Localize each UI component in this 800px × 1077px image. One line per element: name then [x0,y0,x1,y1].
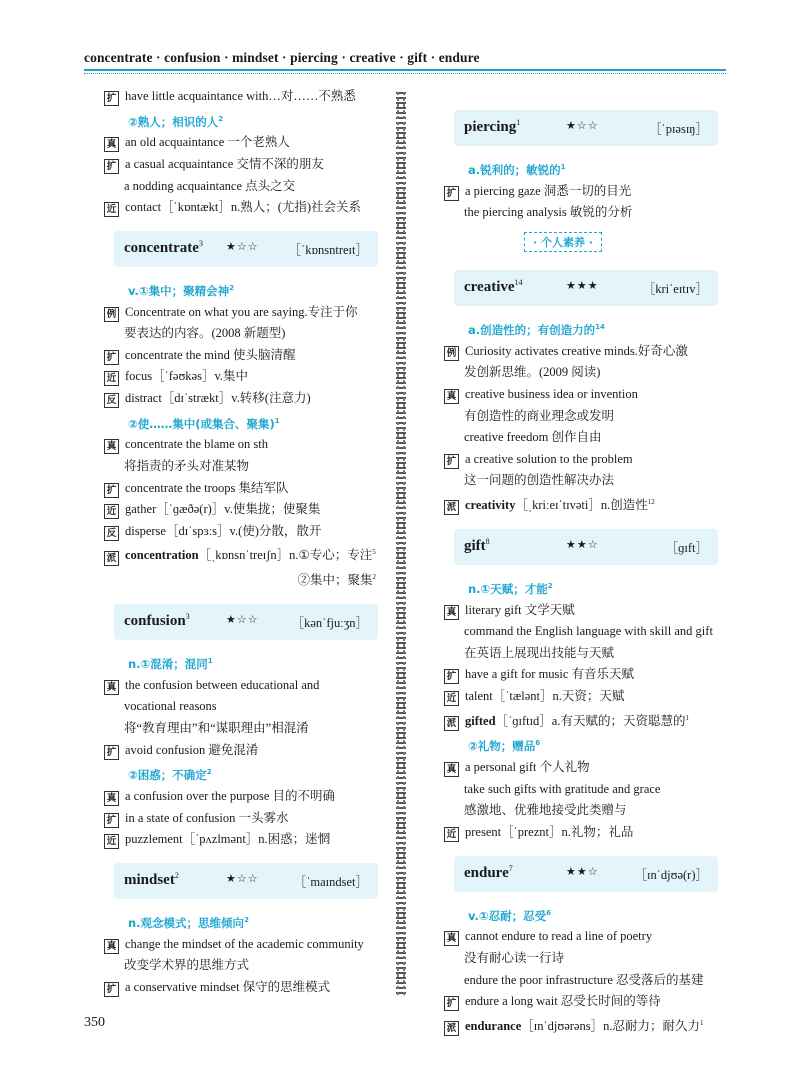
entry-type-tag: 真 [104,439,119,454]
entry-line [444,991,720,1013]
frequency-superscript: 3 [198,238,203,248]
header-rule [84,69,726,71]
entry-headword-box [114,231,378,267]
headword-text: piercing [464,119,517,135]
sense-label [104,909,382,934]
entry-frequency: 1 [699,1018,704,1027]
entry-text: 在英语上展现出技能与天赋 [464,645,615,660]
entry-text: endure the poor infrastructure 忍受落后的基建 [464,972,704,987]
derived-word: endurance [465,1018,522,1033]
entry-text: 将指责的矛头对准某物 [124,459,250,474]
sense-label [104,277,382,302]
entry-text: puzzlement［ˈpʌzlmənt］n.困惑；迷惘 [125,832,331,847]
entry-text: creative freedom 创作自由 [464,430,602,445]
sense-frequency: 2 [244,915,249,924]
sense-frequency: 2 [229,283,235,292]
entry-line [444,181,720,203]
headword-text: gift [464,537,486,554]
entry-type-tag: 真 [444,762,459,777]
sense-frequency: 1 [560,163,566,171]
entry-line [104,786,382,808]
entry-headword-box [114,863,378,899]
entry-type-tag: 扩 [104,483,119,498]
entry-line [104,132,382,154]
sense-text: a.创造性的；有创造力的 [468,322,596,337]
entry-text: talent［ˈtælənt］n.天资；天赋 [465,688,625,703]
headword-text: mindset [124,871,175,888]
left-column [104,86,382,998]
entry-text: a personal gift 个人礼物 [465,760,590,775]
sense-text: a.锐利的；敏锐的 [468,162,561,177]
entry-headword-box [114,604,378,640]
entry-line [104,434,382,456]
entry-type-tag: 近 [444,827,459,842]
entry-text: ［ˌkɒnsnˈtreɪʃn］n.①专心；专注 [198,548,373,563]
entry-text: vocational reasons [124,699,217,714]
sense-frequency: 14 [595,323,605,332]
entry-line [444,948,720,970]
entry-text: gather［ˈɡæðə(r)］v.使集拢；使聚集 [125,502,321,517]
sense-frequency: 6 [546,908,552,917]
entry-type-tag: 扩 [444,186,459,201]
entry-text: have a gift for music 有音乐天赋 [465,667,635,682]
entry-line [104,521,382,543]
headword [124,239,203,257]
entry-type-tag: 近 [444,691,459,706]
entry-line [444,470,720,492]
entry-text: 这一问题的创造性解决办法 [464,473,615,488]
difficulty-stars: ★★☆ [566,864,599,878]
entry-type-tag: 例 [104,307,119,322]
entry-line [104,154,382,176]
entry-text: Curiosity activates creative minds.好奇心激 [465,343,688,358]
sense-label [104,650,382,675]
sense-frequency: 1 [207,656,213,665]
entry-text: 有创造性的商业理念或发明 [464,408,615,423]
entry-type-tag: 派 [104,551,119,566]
sense-text: ②熟人；相识的人 [128,114,219,129]
entry-line [104,197,382,219]
entry-text: concentrate the blame on sth [125,437,268,452]
sense-text: v.①忍耐；忍受 [468,908,547,923]
entry-type-tag: 扩 [104,159,119,174]
entry-text: 要表达的内容。(2008 新题型) [124,326,286,341]
entry-text: disperse［dɪˈspɜːs］v.(使)分散，散开 [125,523,322,538]
sense-text: ②礼物；赠品 [468,739,536,754]
category-row [444,224,720,258]
sense-label [444,156,720,181]
entry-line [444,492,720,517]
entry-type-tag: 扩 [104,982,119,997]
entry-headword-box [454,270,718,306]
entry-line [104,567,382,592]
derived-word: gifted [465,713,496,728]
entry-line [104,86,382,108]
entry-type-tag: 扩 [444,996,459,1011]
entry-text: have little acquaintance with…对……不熟悉 [125,89,356,103]
frequency-superscript: 14 [514,278,523,288]
phonetic: ［ɡɪft］ [665,540,708,555]
entry-type-tag: 真 [104,791,119,806]
running-header: concentrate · confusion · mindset · piercing · creative · gift · endure [84,50,480,65]
headword [464,118,520,136]
entry-frequency: 12 [647,498,655,506]
headword [464,537,490,555]
difficulty-stars: ★★★ [566,279,599,293]
entry-text: 没有耐心读一行诗 [464,950,565,965]
sense-text: ②使……集中(或集合、聚集) [128,416,275,431]
entry-line [104,366,382,388]
entry-text: distract［dɪˈstrækt］v.转移(注意力) [125,391,311,405]
entry-line [444,822,720,844]
entry-text: a conservative mindset 保守的思维模式 [125,979,331,994]
entry-line [104,718,382,740]
derived-word: creativity [465,498,516,513]
headword [124,871,179,889]
entry-text: creative business idea or invention [465,387,638,402]
sense-frequency: 2 [206,768,212,777]
entry-line [104,808,382,830]
entry-text: a confusion over the purpose 目的不明确 [125,788,336,803]
entry-line [444,664,720,686]
entry-text: a piercing gaze 洞悉一切的目光 [465,183,632,198]
entry-line [104,829,382,851]
entry-text: focus［ˈfəʊkəs］v.集中 [125,369,249,384]
entry-type-tag: 派 [444,716,459,731]
entry-line [104,542,382,567]
phonetic: ［ˈpɪəsɪŋ］ [649,122,708,136]
sense-text: n.①天赋；才能 [468,581,548,596]
right-column [444,98,720,1037]
phonetic: ［kriˈeɪtɪv］ [642,282,708,297]
entry-line [104,302,382,324]
entry-type-tag: 真 [444,931,459,946]
sense-label [104,108,382,133]
entry-line [444,970,720,992]
frequency-superscript: 8 [485,536,490,546]
entry-type-tag: 真 [104,680,119,695]
difficulty-stars: ★★☆ [566,537,599,551]
entry-text: the confusion between educational and [125,677,320,692]
entry-line [104,176,382,198]
entry-type-tag: 近 [104,834,119,849]
entry-type-tag: 派 [444,500,459,515]
category-label: · 个人素养 · [524,232,602,252]
sense-frequency: 1 [274,416,280,425]
column-divider [396,92,406,997]
entry-line [444,1013,720,1038]
headword-text: confusion [124,612,186,629]
phonetic: ［kənˈfjuːʒn］ [291,615,368,630]
sense-label [444,575,720,600]
frequency-superscript: 7 [508,863,513,873]
entry-text: contact［ˈkɒntækt］n.熟人；(尤指)社会关系 [125,200,362,215]
entry-line [104,345,382,367]
entry-line [444,779,720,801]
entry-type-tag: 近 [104,504,119,519]
entry-type-tag: 扩 [104,350,119,365]
entry-line [444,800,720,822]
entry-text: ［ɪnˈdjʊərəns］n.忍耐力；耐久力 [521,1018,700,1033]
entry-line [104,696,382,718]
entry-text: a casual acquaintance 交情不深的朋友 [125,157,324,172]
entry-line [444,202,720,224]
entry-type-tag: 真 [444,389,459,404]
entry-type-tag: 真 [104,137,119,152]
difficulty-stars: ★☆☆ [566,119,599,132]
entry-line [444,427,720,449]
entry-line [104,478,382,500]
entry-text: concentrate the troops 集结军队 [125,480,289,495]
headword [464,278,523,296]
entry-line [104,456,382,478]
sense-label [444,902,720,927]
entry-type-tag: 真 [104,939,119,954]
entry-type-tag: 扩 [104,813,119,828]
entry-type-tag: 扩 [444,669,459,684]
headword-text: concentrate [124,239,199,256]
entry-text: present［ˈpreznt］n.礼物；礼品 [465,824,634,839]
entry-line [104,499,382,521]
entry-text: 感激地、优雅地接受此类赠与 [464,803,627,818]
entry-text: ［ˌkriːeɪˈtɪvəti］n.创造性 [515,498,648,513]
entry-text: in a state of confusion 一头雾水 [125,810,289,825]
entry-line [104,955,382,977]
phonetic: ［ˈmaɪndset］ [293,874,368,889]
entry-type-tag: 例 [444,346,459,361]
entry-type-tag: 反 [104,393,119,408]
entry-text: Concentrate on what you are saying.专注于你 [125,304,358,319]
entry-type-tag: 反 [104,526,119,541]
entry-text: 发创新思维。(2009 阅读) [464,365,601,380]
headword [464,864,513,882]
entry-text: avoid confusion 避免混淆 [125,742,259,757]
frequency-superscript: 2 [174,870,179,880]
entry-line [104,388,382,410]
difficulty-stars: ★☆☆ [226,612,259,626]
entry-headword-box [454,110,718,146]
entry-line [444,406,720,428]
entry-type-tag: 近 [104,371,119,386]
entry-type-tag: 扩 [104,745,119,760]
entry-text: literary gift 文学天赋 [465,602,575,617]
entry-text: ［ˈɡɪftɪd］a.有天赋的；天资聪慧的 [495,713,686,728]
entry-text: 将“教育理由”和“谋职理由”相混淆 [124,720,309,735]
difficulty-stars: ★☆☆ [226,871,259,885]
entry-line [104,675,382,697]
sense-text: ②困惑；不确定 [128,767,207,782]
derived-word: concentration [125,548,199,563]
entry-type-tag: 派 [444,1021,459,1036]
headword [124,612,190,630]
entry-type-tag: 近 [104,202,119,217]
entry-frequency: 1 [685,713,689,722]
header-rule-dotted [84,73,726,74]
sense-frequency: 2 [218,114,224,123]
sense-text: n.①混淆；混同 [128,656,208,671]
sense-label [104,410,382,435]
entry-type-tag: 真 [444,605,459,620]
entry-line [444,449,720,471]
entry-text: the piercing analysis 敏锐的分析 [464,205,633,220]
entry-frequency: 5 [372,548,376,557]
entry-text: 改变学术界的思维方式 [124,958,250,973]
sense-text: n.观念模式；思维倾向 [128,915,245,930]
entry-line [444,384,720,406]
entry-line [444,600,720,622]
entry-line [444,686,720,708]
difficulty-stars: ★☆☆ [226,239,259,253]
sense-label [444,316,720,341]
phonetic: ［ˈkɒnsntreɪt］ [288,242,368,257]
entry-headword-box [454,856,718,892]
entry-text: cannot endure to read a line of poetry [465,929,653,944]
phonetic: ［ɪnˈdjʊə(r)］ [634,867,708,882]
entry-text: endure a long wait 忍受长时间的等待 [465,994,661,1009]
entry-text: ②集中；聚集 [297,573,373,588]
entry-type-tag: 扩 [104,91,119,106]
entry-line [444,708,720,733]
entry-line [444,757,720,779]
entry-line [444,341,720,363]
entry-text: concentrate the mind 使头脑清醒 [125,347,296,362]
sense-frequency: 2 [547,581,553,590]
sense-frequency: 6 [535,739,541,748]
entry-line [104,323,382,345]
entry-line [104,934,382,956]
headword-text: creative [464,279,515,296]
entry-line [104,740,382,762]
entry-line [444,926,720,948]
entry-text: a nodding acquaintance 点头之交 [124,178,296,193]
sense-label [104,761,382,786]
entry-frequency: 2 [372,573,376,582]
page-number: 350 [84,1015,105,1030]
entry-line [444,643,720,665]
entry-type-tag: 扩 [444,454,459,469]
sense-text: v.①集中；聚精会神 [128,283,230,298]
entry-line [444,621,720,643]
entry-text: a creative solution to the problem [465,451,633,466]
frequency-superscript: 1 [516,118,521,127]
entry-text: take such gifts with gratitude and grace [464,781,661,796]
entry-headword-box [454,529,718,565]
entry-text: change the mindset of the academic community [125,936,364,951]
headword-text: endure [464,864,509,881]
entry-text: an old acquaintance 一个老熟人 [125,135,290,150]
entry-line [444,362,720,384]
entry-text: command the English language with skill and gift [464,624,713,639]
frequency-superscript: 3 [185,611,190,621]
sense-label [444,732,720,757]
entry-line [104,977,382,999]
